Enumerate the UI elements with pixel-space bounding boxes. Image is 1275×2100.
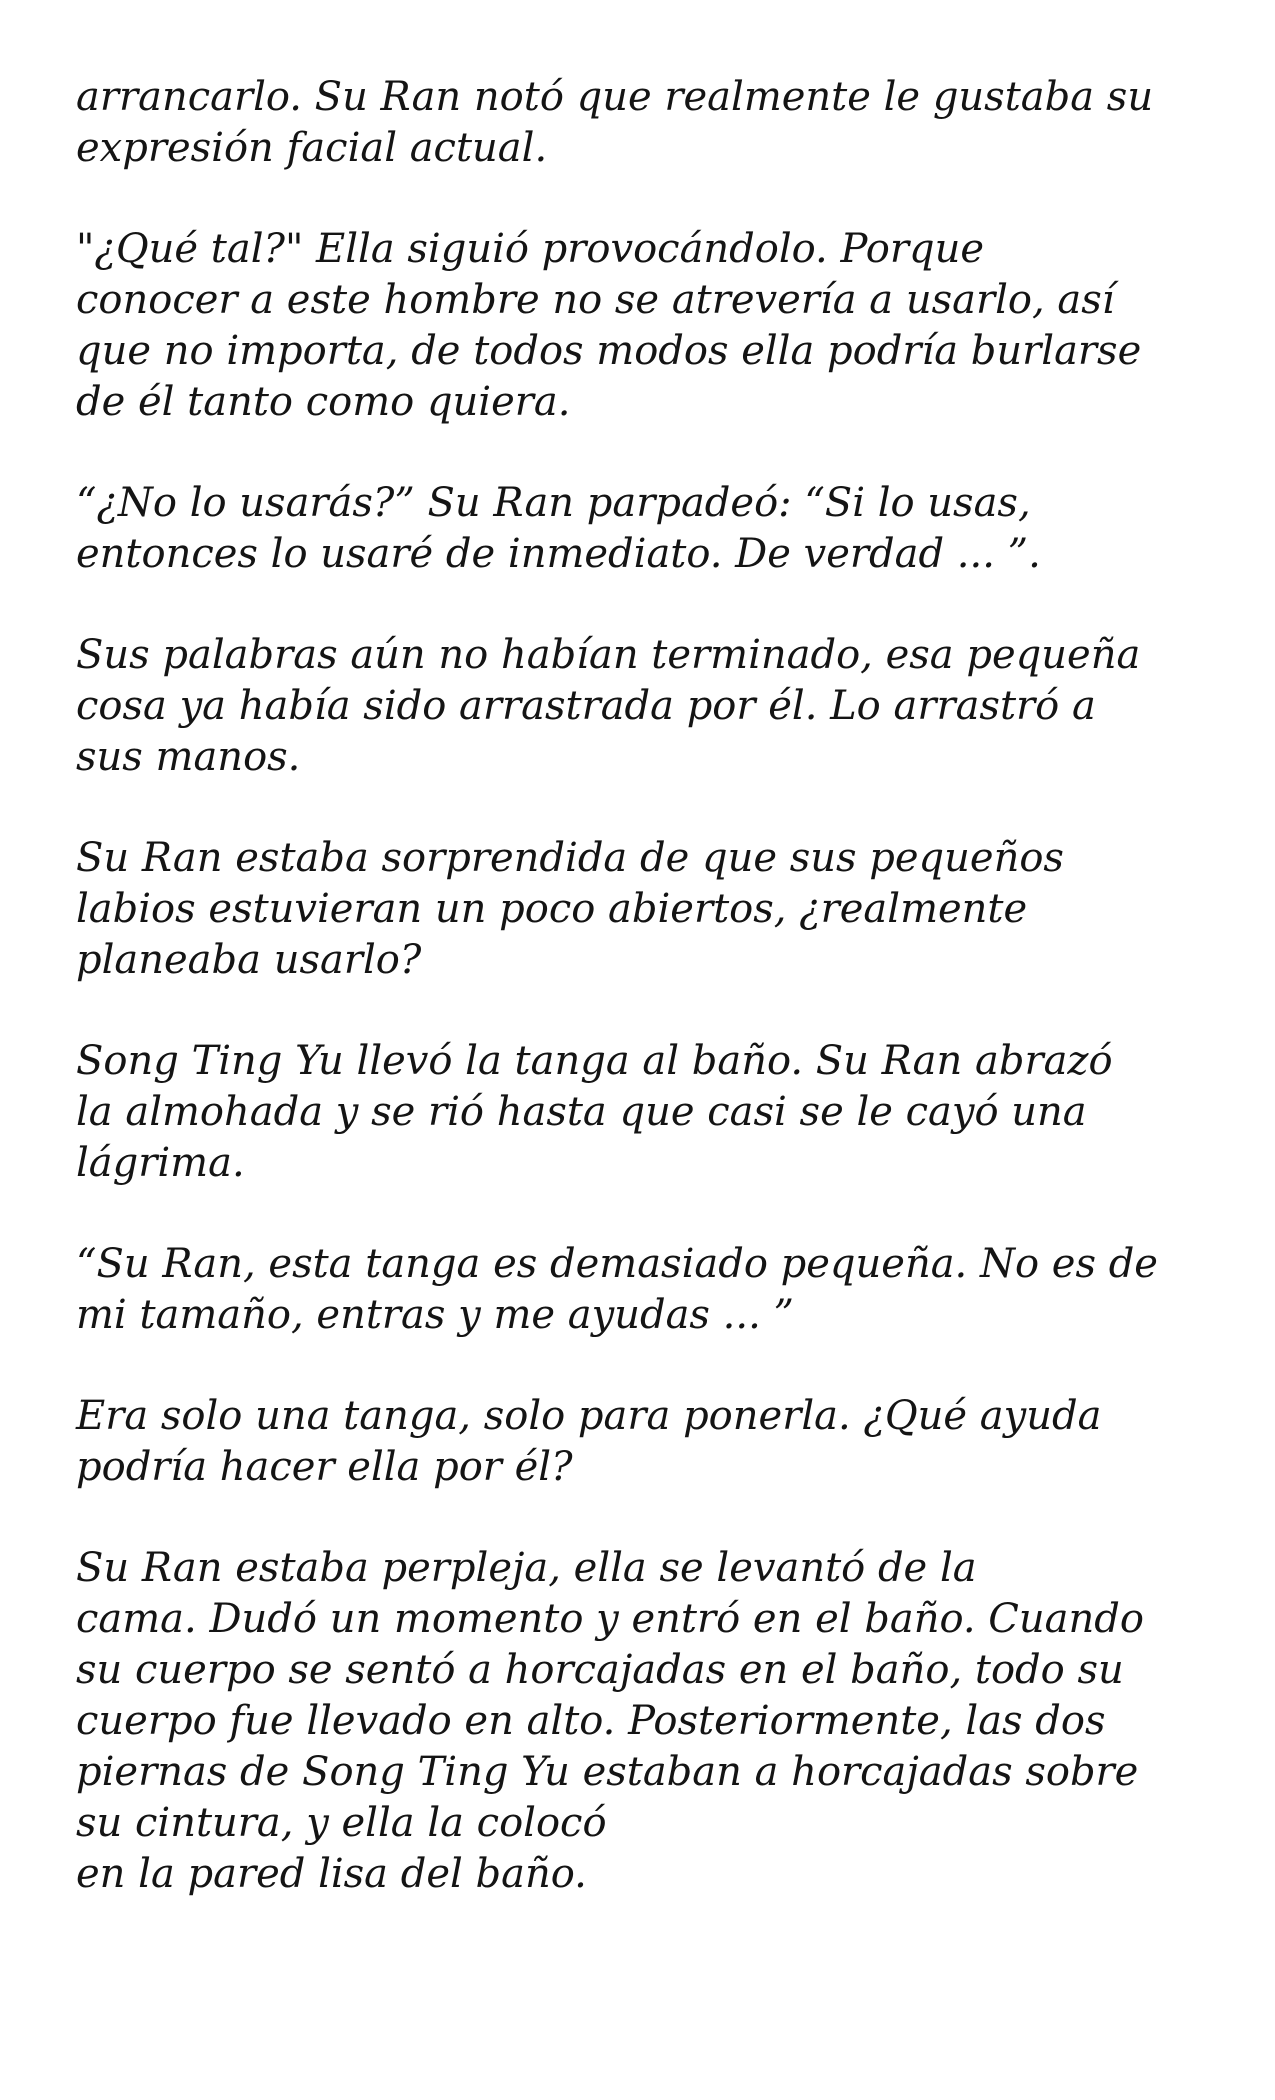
text-line: de él tanto como quiera. bbox=[76, 379, 571, 425]
text-line: su cuerpo se sentó a horcajadas en el baño, todo su bbox=[76, 1647, 1124, 1693]
paragraph bbox=[76, 1543, 1226, 1900]
text-line: en la pared lisa del baño. bbox=[76, 1851, 587, 1897]
paragraph bbox=[76, 72, 1226, 174]
text-line: Era solo una tanga, solo para ponerla. ¿Qué ayuda bbox=[76, 1393, 1102, 1439]
text-line: Sus palabras aún no habían terminado, esa pequeña bbox=[76, 632, 1141, 678]
text-line: Su Ran estaba perpleja, ella se levantó de la bbox=[76, 1545, 977, 1591]
text-line: cama. Dudó un momento y entró en el baño. Cuando bbox=[76, 1596, 1144, 1642]
paragraph bbox=[76, 1391, 1226, 1493]
document-body bbox=[76, 72, 1226, 1900]
text-line: Su Ran estaba sorprendida de que sus pequeños bbox=[76, 835, 1064, 881]
paragraph bbox=[76, 1239, 1226, 1341]
text-line: "¿Qué tal?" Ella siguió provocándolo. Porque bbox=[76, 226, 985, 272]
text-line: entonces lo usaré de inmediato. De verdad ... ”. bbox=[76, 531, 1041, 577]
text-line: su cintura, y ella la colocó bbox=[76, 1800, 607, 1846]
text-line: sus manos. bbox=[76, 734, 301, 780]
text-line: Song Ting Yu llevó la tanga al baño. Su Ran abrazó bbox=[76, 1038, 1113, 1084]
text-line: “¿No lo usarás?” Su Ran parpadeó: “Si lo usas, bbox=[76, 480, 1031, 526]
text-line: mi tamaño, entras y me ayudas ... ” bbox=[76, 1292, 794, 1338]
text-line: conocer a este hombre no se atrevería a usarlo, así bbox=[76, 277, 1115, 323]
text-line: lágrima. bbox=[76, 1140, 245, 1186]
paragraph bbox=[76, 224, 1226, 428]
paragraph bbox=[76, 833, 1226, 986]
text-line: la almohada y se rió hasta que casi se le cayó una bbox=[76, 1089, 1087, 1135]
paragraph bbox=[76, 478, 1226, 580]
text-line: “Su Ran, esta tanga es demasiado pequeña. No es de bbox=[76, 1241, 1158, 1287]
text-line: cosa ya había sido arrastrada por él. Lo arrastró a bbox=[76, 683, 1096, 729]
text-line: expresión facial actual. bbox=[76, 125, 548, 171]
text-line: planeaba usarlo? bbox=[76, 937, 422, 983]
text-line: cuerpo fue llevado en alto. Posteriormente, las dos bbox=[76, 1698, 1106, 1744]
text-line: que no importa, de todos modos ella podría burlarse bbox=[76, 328, 1142, 374]
text-line: piernas de Song Ting Yu estaban a horcajadas sobre bbox=[76, 1749, 1139, 1795]
paragraph bbox=[76, 630, 1226, 783]
text-line: labios estuvieran un poco abiertos, ¿realmente bbox=[76, 886, 1028, 932]
paragraph bbox=[76, 1036, 1226, 1189]
text-line: arrancarlo. Su Ran notó que realmente le gustaba su bbox=[76, 74, 1154, 120]
text-line: podría hacer ella por él? bbox=[76, 1444, 573, 1490]
